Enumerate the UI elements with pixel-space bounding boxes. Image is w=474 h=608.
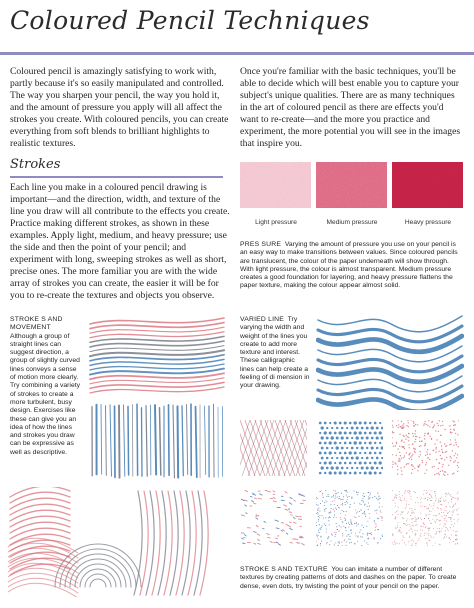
pressure-caption-text: Varying the amount of pressure you use on your pencil is an easy way to make transitions between values. Since coloured pencils are translucent, the colour of the paper underneath will show through. With light pressure, the colour is almost transparent. Medium pressure creates a good foundation for layering, and heavy pressure flattens the paper texture, making the colour appear almost solid. bbox=[240, 241, 458, 290]
medium-pressure-label: Medium pressure bbox=[326, 219, 378, 226]
texture-caption-heading: STROKE S AND TEXTURE bbox=[240, 566, 328, 573]
texture-tile-blue-speckle bbox=[316, 490, 383, 546]
texture-tile-crosshatch bbox=[240, 420, 307, 476]
page-title: Coloured Pencil Techniques bbox=[10, 6, 370, 35]
strokes-divider bbox=[10, 176, 223, 178]
intro-right-paragraph: Once you're familiar with the basic techniques, you'll be able to decide which will best enable you to capture your subject's unique qualities. There are as many techniques in the art of coloured pencil as there are effects you'd want to re-create—and the more you practice and experiment, the more potential you will see in the images that inspire you. bbox=[240, 66, 461, 149]
varied-lines-sample bbox=[316, 314, 464, 410]
texture-tile-blue-dots bbox=[316, 420, 383, 476]
texture-tile-mixed-dashes bbox=[240, 490, 307, 546]
light-pressure-label: Light pressure bbox=[255, 219, 297, 226]
texture-caption-text: You can imitate a number of different textures by creating patterns of dots and dashes on the paper. To create dense, even dots, try twisting the point of your pencil on the paper. bbox=[240, 566, 457, 590]
texture-tile-red-speckle bbox=[392, 490, 459, 546]
varied-line-heading: VARIED LINE bbox=[240, 316, 284, 323]
curved-strokes-sample bbox=[88, 314, 226, 396]
strokes-movement-caption bbox=[10, 316, 80, 457]
strokes-movement-heading: STROKE S AND MOVEMENT bbox=[10, 316, 63, 332]
title-divider bbox=[0, 52, 474, 55]
medium-pressure-swatch bbox=[316, 162, 387, 208]
texture-caption bbox=[240, 566, 466, 591]
strokes-movement-text: Although a group of straight lines can suggest direction, a group of slightly curved lines conveys a sense of motion more clearly. Try combining a variety of strokes to create a more turbulent, busy design. Exercises like these can give you an idea of how the lines and strokes you draw can be expressive as well as descriptive. bbox=[10, 332, 81, 456]
heavy-pressure-label: Heavy pressure bbox=[404, 219, 452, 226]
heavy-pressure-swatch bbox=[392, 162, 463, 208]
strokes-heading: Strokes bbox=[10, 157, 61, 172]
varied-line-caption bbox=[240, 316, 310, 391]
combined-strokes-sample bbox=[8, 487, 226, 597]
pressure-caption bbox=[240, 241, 464, 291]
varied-line-text: Try varying the width and weight of the lines you create to add more texture and interest. These calligraphic lines can help create a feeling of di mension in your drawing. bbox=[240, 316, 310, 390]
straight-strokes-sample bbox=[88, 400, 226, 482]
light-pressure-swatch bbox=[240, 162, 311, 208]
intro-left-paragraph: Coloured pencil is amazingly satisfying to work with, partly because it's so easily manipulated and controlled. The way you sharpen your pencil, the way you hold it, and the amount of pressure you apply will all affect the strokes you create. With coloured pencils, you can create everything from soft blends to brilliant highlights to realistic textures. bbox=[10, 66, 229, 149]
pressure-caption-heading: PRES SURE bbox=[240, 241, 282, 248]
texture-tile-red-stipple bbox=[392, 420, 459, 476]
strokes-paragraph: Each line you make in a coloured pencil drawing is important—and the direction, width, and texture of the line you draw will all contribute to the effects you create. Practice making different strokes, as shown in these examples. Apply light, medium, and heavy pressure; use the side and then the point of your pencil; and experiment with long, sweeping strokes as well as short, precise ones. The more familiar you are with the wide array of strokes you can create, the easier it will be for you to re-create the textures and objects you observe. bbox=[10, 182, 230, 301]
